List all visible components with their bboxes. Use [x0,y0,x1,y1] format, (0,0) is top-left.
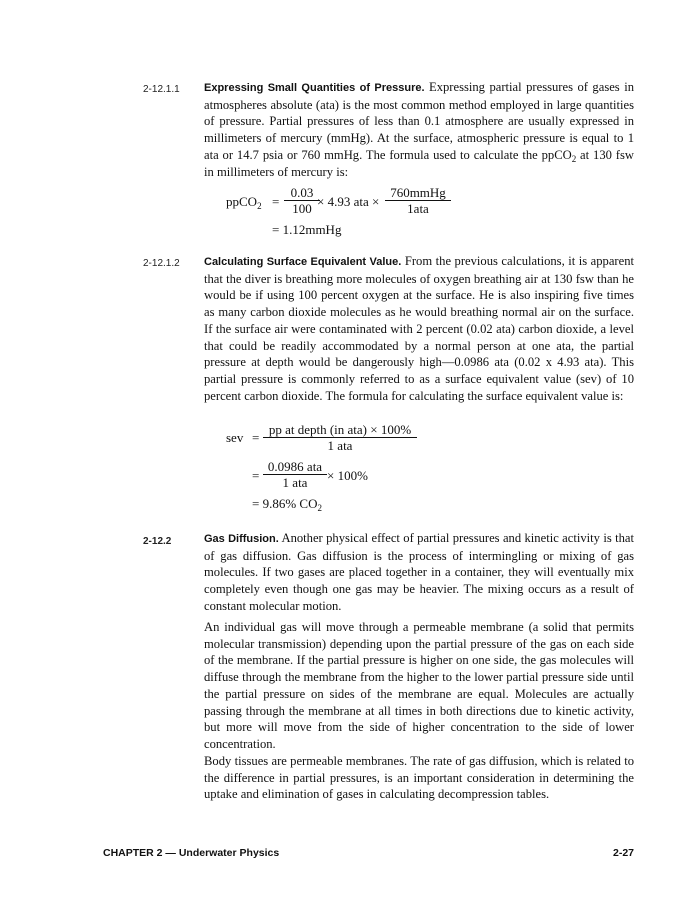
section-number: 2-12.2 [143,536,172,547]
body-paragraph: An individual gas will move through a permeable membrane (a solid that permits molecular transmission) depending upon the partial pressure of the gas on each side of the membrane. If the partial pressure is higher on one side, the gas molecules will diffuse through the membrane from the higher to the lower partial pressure side until the partial pressure on sides of the membrane are equal. Molecules are actually passing through the membrane at all times in both directions due to kinetic activity, but more will move from the side of higher concentration to the side of lower concentration. [204,620,634,751]
footer-page-number: 2-27 [612,847,634,859]
section-paragraph [204,253,634,404]
formula-equals: = [252,468,260,483]
section-paragraph [204,530,634,615]
section-text: Expressing partial pressures of gases in atmospheres absolute (ata) is the most common method employed in large quantities of pressure. Partial pressures of less than 0.1 atmosphere are usually expressed in millimeters of mercury (mmHg). At the surface, atmospheric pressure is equal to 1 ata or 14.7 psia or 760 mmHg. The formula used to calculate the ppCO [204,80,634,162]
formula-result: = 1.12mmHg [272,222,342,237]
formula-equals: = [272,194,280,209]
body-paragraph: Body tissues are permeable membranes. The rate of gas diffusion, which is related to the difference in partial pressures, is an important consideration in determining the uptake and elimination of gases in calculating decompression tables. [204,754,634,802]
formula-fraction: $\frac{0.03}{100}$ [284,185,320,216]
formula-result: = 9.86% $CO_2$ [252,496,322,513]
formula-lhs: sev [226,430,244,445]
formula-multiplier: × 100% [327,468,368,483]
section-number: 2-12.1.1 [143,84,180,95]
section-text: From the previous calculations, it is apparent that the diver is breathing more molecules of oxygen breathing air at 130 fsw than he would be if using 100 percent oxygen at the surface. He is also inspiring five times as many carbon dioxide molecules as he would breathing normal air on the surface. If the surface air were contaminated with 2 percent (0.02 ata) carbon dioxide, a level that could be readily accommodated by a normal person at one ata, the partial pressure at depth would be dangerously high—0.0986 ata (0.02 x 4.93 ata). This partial pressure is commonly referred to as a surface equivalent value (sev) of 10 percent carbon dioxide. The formula for calculating the surface equivalent value is: [204,254,635,403]
section-number: 2-12.1.2 [143,258,180,269]
section-heading: Gas Diffusion. [204,533,279,545]
formula-equals: = [252,430,260,445]
footer-chapter: CHAPTER 2 — Underwater Physics [103,847,280,859]
formula-fraction: 0.0986 ata 1 ata [263,459,327,490]
section-paragraph [204,79,634,180]
formula-lhs: ppCO$_2$ [226,194,262,211]
section-text: Another physical effect of partial pressures and kinetic activity is that of gas diffusion. Gas diffusion is the process of intermingling or mixing of gas molecules. If two gases are placed together in a container, they will eventually mix completely even though one gas may be heavier. The mixing occurs as a result of constant molecular motion. [204,531,634,613]
section-heading: Calculating Surface Equivalent Value. [204,256,402,268]
formula-fraction: pp at depth (in ata) × 100% 1 ata [263,422,417,453]
section-text-end: at 130 fsw in millimeters of mercury is: [204,147,634,179]
section-heading: Expressing Small Quantities of Pressure. [204,82,425,94]
subscript: 2 [571,153,577,164]
formula-fraction: 760mmHg 1ata [385,185,451,216]
formula-middle: × 4.93 ata × [317,194,380,209]
